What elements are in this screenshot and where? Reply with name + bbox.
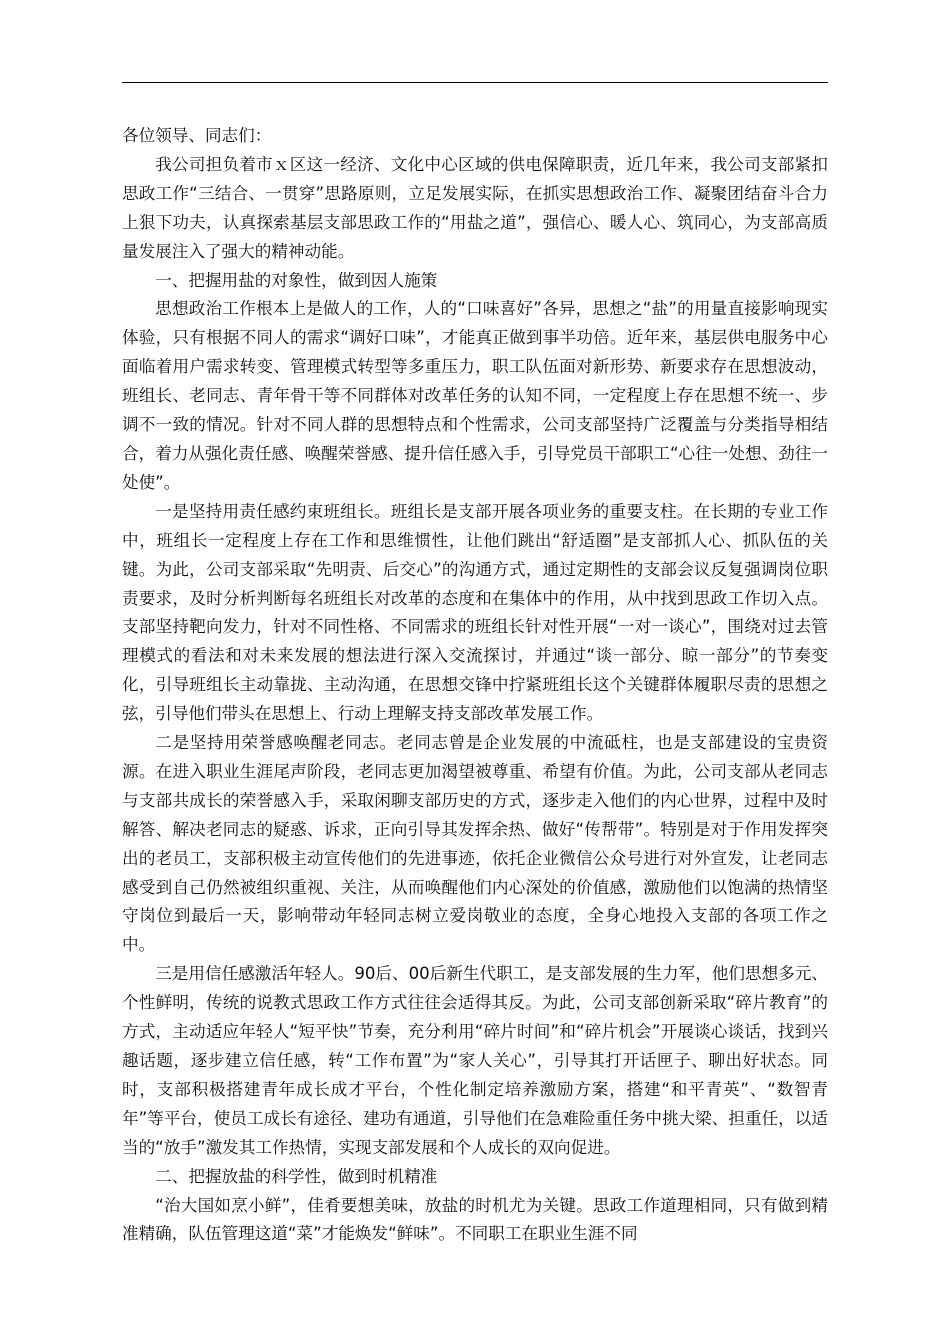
document-body bbox=[122, 122, 828, 1249]
header-rule bbox=[122, 82, 828, 83]
paragraph-young-staff: 三是用信任感激活年轻人。90后、00后新生代职工，是支部发展的生力军，他们思想多元、个性鲜明，传统的说教式思政工作方式往往会适得其反。为此，公司支部创新采取“碎片教育”的方式，主动适应年轻人“短平快”节奏，充分利用“碎片时间”和“碎片机会”开展谈心谈话，找到兴趣话题，逐步建立信任感，转“工作布置”为“家人关心”，引导其打开话匣子、聊出好状态。同时，支部积极搭建青年成长成才平台，个性化制定培养激励方案，搭建“和平青英”、“数智青年”等平台，使员工成长有途径、建功有通道，引导他们在急难险重任务中挑大梁、担重任，以适当的“放手”激发其工作热情，实现支部发展和个人成长的双向促进。 bbox=[122, 964, 828, 1157]
greeting-line: 各位领导、同志们： bbox=[122, 126, 272, 145]
section-heading-1: 一、把握用盐的对象性，做到因人施策 bbox=[155, 270, 438, 290]
paragraph-section-2-overview: “治大国如烹小鲜”，佳肴要想美味，放盐的时机尤为关键。思政工作道理相同，只有做到精准精确，队伍管理这道“菜”才能焕发“鲜味”。不同职工在职业生涯不同 bbox=[122, 1195, 828, 1244]
paragraph-section-1-overview: 思想政治工作根本上是做人的工作，人的“口味喜好”各异，思想之“盐”的用量直接影响现实体验，只有根据不同人的需求“调好口味”，才能真正做到事半功倍。近年来，基层供电服务中心面临着用户需求转变、管理模式转型等多重压力，职工队伍面对新形势、新要求存在思想波动，班组长、老同志、青年骨干等不同群体对改革任务的认知不同，一定程度上存在思想不统一、步调不一致的情况。针对不同人群的思想特点和个性需求，公司支部坚持广泛覆盖与分类指导相结合，着力从强化责任感、唤醒荣誉感、提升信任感入手，引导党员干部职工“心往一处想、劲往一处使”。 bbox=[122, 299, 828, 492]
paragraph-senior-staff: 二是坚持用荣誉感唤醒老同志。老同志曾是企业发展的中流砥柱，也是支部建设的宝贵资源。在进入职业生涯尾声阶段，老同志更加渴望被尊重、希望有价值。为此，公司支部从老同志与支部共成长的荣誉感入手，采取闲聊支部历史的方式，逐步走入他们的内心世界，过程中及时解答、解决老同志的疑惑、诉求，正向引导其发挥余热、做好“传帮带”。特别是对于作用发挥突出的老员工，支部积极主动宣传他们的先进事迹，依托企业微信公众号进行对外宣发，让老同志感受到自己仍然被组织重视、关注，从而唤醒他们内心深处的价值感，激励他们以饱满的热情坚守岗位到最后一天，影响带动年轻同志树立爱岗敬业的态度，全身心地投入支部的各项工作之中。 bbox=[122, 733, 828, 955]
paragraph-team-leaders: 一是坚持用责任感约束班组长。班组长是支部开展各项业务的重要支柱。在长期的专业工作中，班组长一定程度上存在工作和思维惯性，让他们跳出“舒适圈”是支部抓人心、抓队伍的关键。为此，公司支部采取“先明责、后交心”的沟通方式，通过定期性的支部会议反复强调岗位职责要求，及时分析判断每名班组长对改革的态度和在集体中的作用，从中找到思政工作切入点。支部坚持靶向发力，针对不同性格、不同需求的班组长针对性开展“一对一谈心”，围绕对过去管理模式的看法和对未来发展的想法进行深入交流探讨，并通过“谈一部分、晾一部分”的节奏变化，引导班组长主动靠拢、主动沟通，在思想交锋中拧紧班组长这个关键群体履职尽责的思想之弦，引导他们带头在思想上、行动上理解支持支部改革发展工作。 bbox=[122, 501, 828, 724]
section-heading-2: 二、把握放盐的科学性，做到时机精准 bbox=[155, 1166, 438, 1186]
paragraph-intro: 我公司担负着市ｘ区这一经济、文化中心区域的供电保障职责，近几年来，我公司支部紧扣思政工作“三结合、一贯穿”思路原则，立足发展实际，在抓实思想政治工作、凝聚团结奋斗合力上狠下功夫，认真探索基层支部思政工作的“用盐之道”，强信心、暖人心、筑同心，为支部高质量发展注入了强大的精神动能。 bbox=[122, 154, 828, 261]
